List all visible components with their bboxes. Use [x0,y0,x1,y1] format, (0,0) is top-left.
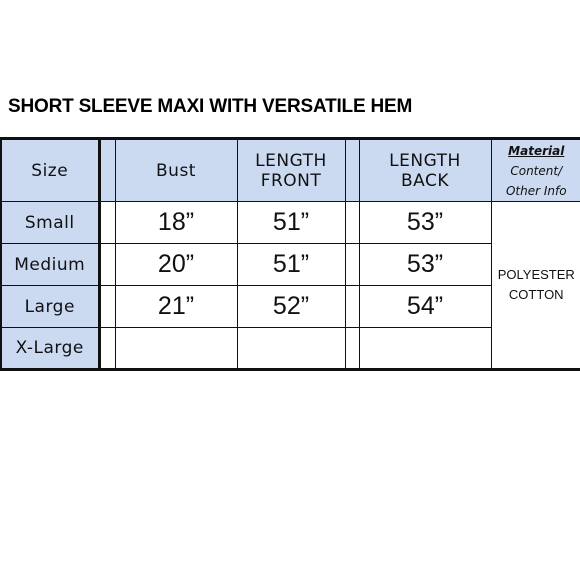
row-size-label: Medium [1,244,99,286]
header-size: Size [1,139,99,202]
header-bust: Bust [115,139,237,202]
row-spacer [99,286,115,328]
row-length-back-value: 53” [359,244,491,286]
header-material-line1: Material [508,143,565,158]
row-spacer [99,328,115,370]
row-bust-value [115,328,237,370]
row-length-front-value: 51” [237,244,345,286]
size-chart-table [0,137,580,371]
row-length-front-value: 51” [237,202,345,244]
header-length-back-line2: BACK [400,170,449,191]
header-material-line2: Content/ [510,163,563,178]
row-bust-value: 21” [115,286,237,328]
row-spacer [99,244,115,286]
header-spacer [99,139,115,202]
row-spacer-2 [345,328,359,370]
row-length-back-value: 53” [359,202,491,244]
header-length-front [237,139,345,202]
row-length-front-value: 52” [237,286,345,328]
header-material [491,139,580,202]
row-bust-value: 20” [115,244,237,286]
row-length-back-value [359,328,491,370]
header-material-line3: Other Info [505,183,567,198]
table-header-row [1,139,580,202]
header-length-front-line1: LENGTH [255,150,327,171]
row-bust-value: 18” [115,202,237,244]
row-size-label: Large [1,286,99,328]
row-spacer-2 [345,244,359,286]
row-spacer-2 [345,202,359,244]
row-spacer-2 [345,286,359,328]
row-length-back-value: 54” [359,286,491,328]
header-length-back-line1: LENGTH [389,150,461,171]
header-spacer-2 [345,139,359,202]
material-line2: COTTON [508,287,564,302]
row-length-front-value [237,328,345,370]
material-line1: POLYESTER [497,267,575,282]
header-length-back [359,139,491,202]
page-title: SHORT SLEEVE MAXI WITH VERSATILE HEM [8,96,413,117]
table-row [1,202,580,244]
row-spacer [99,202,115,244]
material-content-cell [491,202,580,370]
row-size-label: Small [1,202,99,244]
header-length-front-line2: FRONT [260,170,322,191]
row-size-label: X-Large [1,328,99,370]
